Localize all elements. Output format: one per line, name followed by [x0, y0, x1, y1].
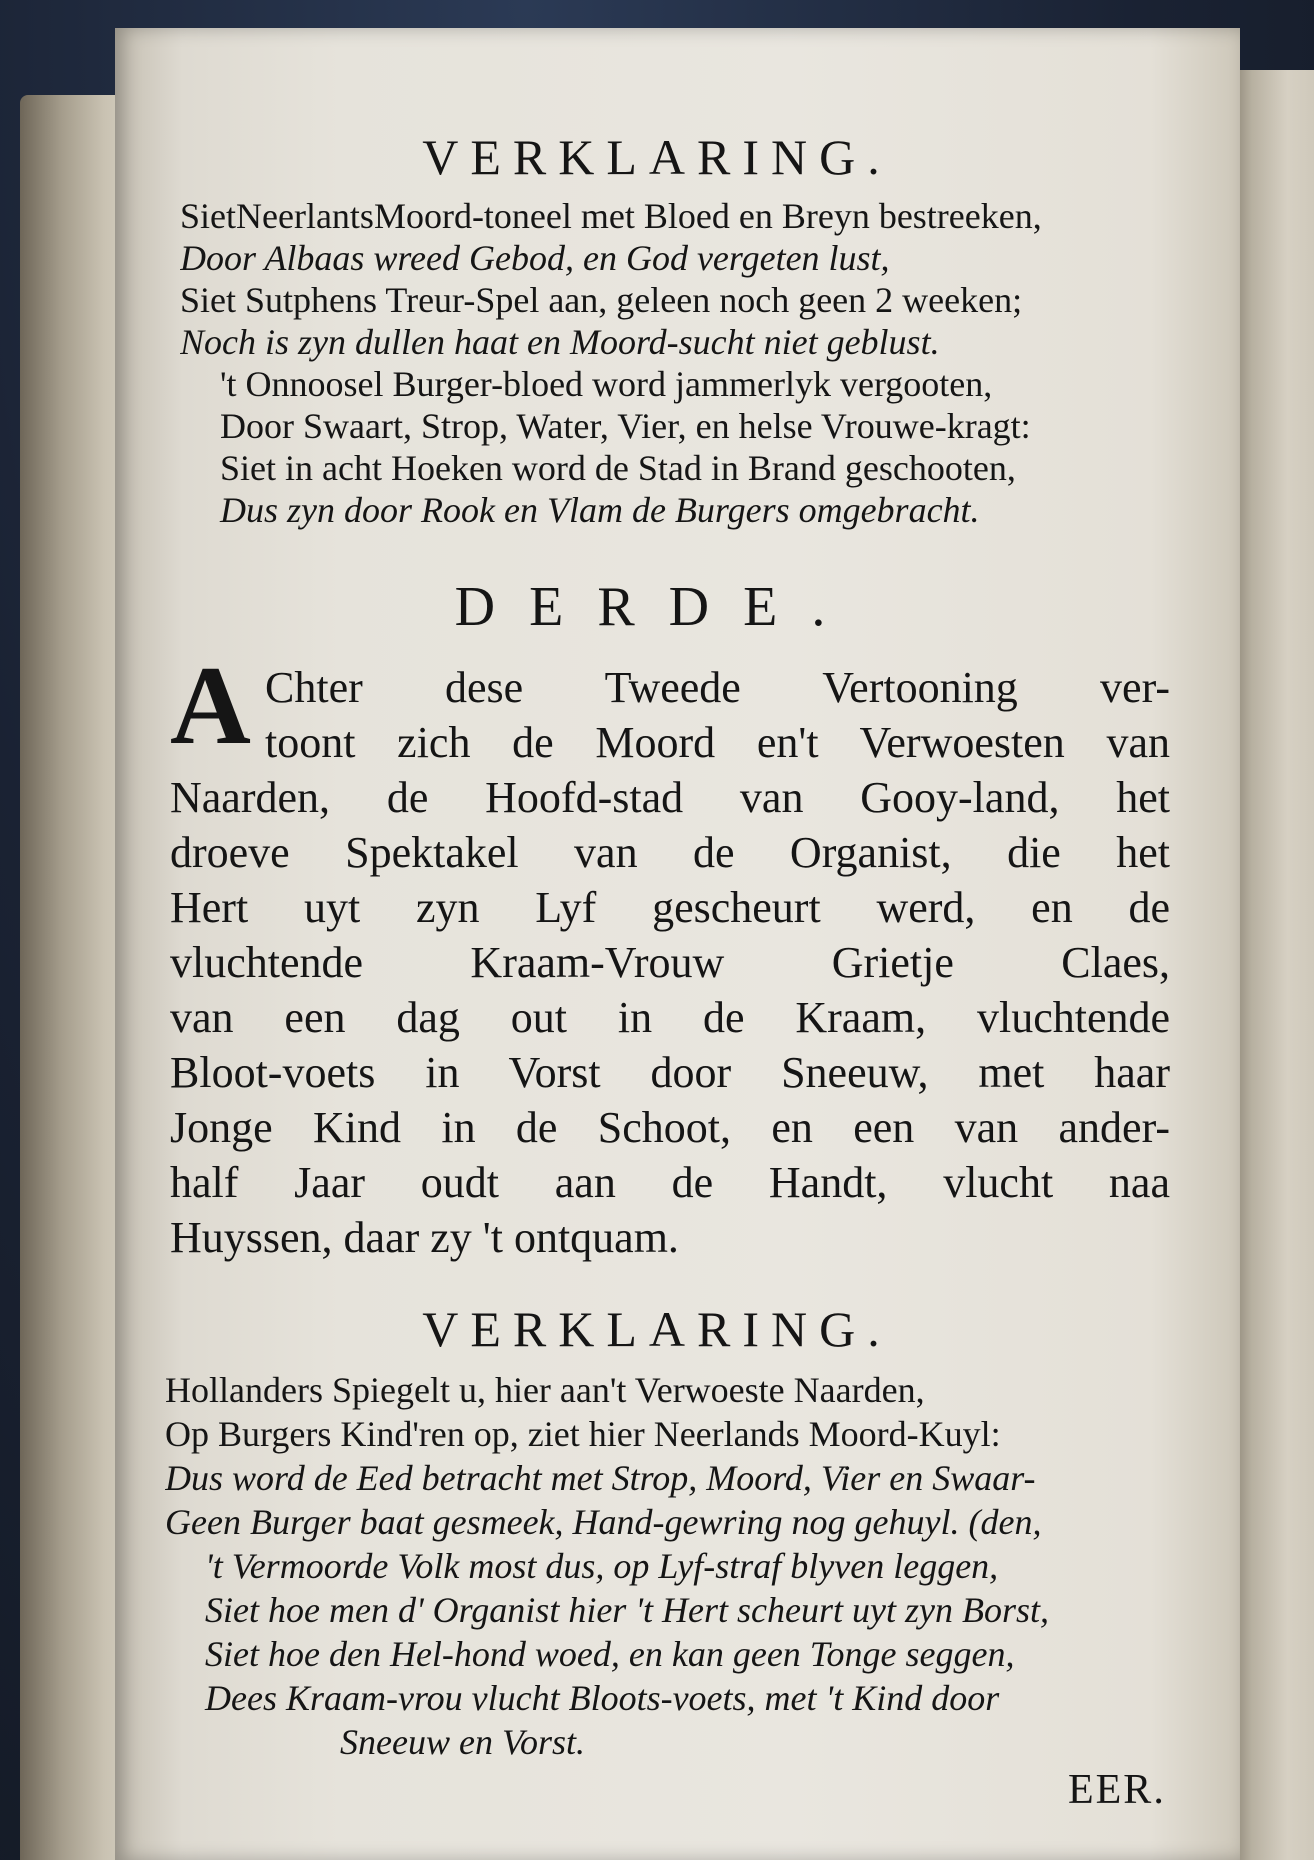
prose-line: Jonge Kind in de Schoot, en een van ander- — [170, 1103, 1170, 1152]
verklaring-2-title: VERKLARING. — [422, 1301, 892, 1357]
verklaring-1-title: VERKLARING. — [422, 129, 892, 185]
verklaring-2-verse — [165, 1368, 1185, 1764]
prose-line: half Jaar oudt aan de Handt, vlucht naa — [170, 1158, 1170, 1207]
verse-line: Door Albaas wreed Gebod, en God vergeten lust, — [180, 238, 890, 278]
verse-line: Sneeuw en Vorst. — [340, 1722, 585, 1762]
verse-line: Siet Sutphens Treur-Spel aan, geleen noch geen 2 weeken; — [180, 280, 1023, 320]
prose-line: Hert uyt zyn Lyf gescheurt werd, en de — [170, 883, 1170, 932]
verse-line: Siet in acht Hoeken word de Stad in Brand geschooten, — [220, 448, 1016, 488]
verse-line: Siet hoe den Hel-hond woed, en kan geen Tonge seggen, — [205, 1634, 1015, 1674]
prose-line: droeve Spektakel van de Organist, die het — [170, 828, 1170, 877]
verse-line: SietNeerlantsMoord-toneel met Bloed en Breyn bestreeken, — [180, 196, 1042, 236]
prose-line: Chter dese Tweede Vertooning ver- — [265, 663, 1170, 712]
verse-line: Dees Kraam-vrou vlucht Bloots-voets, met 't Kind door — [205, 1678, 1000, 1718]
verse-line: 't Onnoosel Burger-bloed word jammerlyk vergooten, — [220, 364, 993, 404]
prose-line: toont zich de Moord en't Verwoesten van — [265, 718, 1170, 767]
derde-text — [170, 660, 1170, 1265]
verse-line: Siet hoe men d' Organist hier 't Hert scheurt uyt zyn Borst, — [205, 1590, 1049, 1630]
verse-line: Geen Burger baat gesmeek, Hand-gewring nog gehuyl. (den, — [165, 1502, 1042, 1542]
verklaring-1-verse — [180, 195, 1170, 531]
prose-line: Naarden, de Hoofd-stad van Gooy-land, het — [170, 773, 1170, 822]
derde-title: DERDE. — [454, 576, 860, 638]
verse-line: Dus word de Eed betracht met Strop, Moord, Vier en Swaar- — [165, 1458, 1036, 1498]
catchword: EER. — [1068, 1767, 1166, 1813]
verse-line: Hollanders Spiegelt u, hier aan't Verwoeste Naarden, — [165, 1370, 925, 1410]
prose-line: vluchtende Kraam-Vrouw Grietje Claes, — [170, 938, 1170, 987]
verse-line: Door Swaart, Strop, Water, Vier, en helse Vrouwe-kragt: — [220, 406, 1031, 446]
verse-line: 't Vermoorde Volk most dus, op Lyf-straf blyven leggen, — [205, 1546, 999, 1586]
verse-line: Noch is zyn dullen haat en Moord-sucht niet geblust. — [180, 322, 940, 362]
verse-line: Dus zyn door Rook en Vlam de Burgers omgebracht. — [220, 490, 980, 530]
drop-cap: A — [170, 644, 251, 768]
verse-line: Op Burgers Kind'ren op, ziet hier Neerlands Moord-Kuyl: — [165, 1414, 1001, 1454]
prose-line: van een dag out in de Kraam, vluchtende — [170, 993, 1170, 1042]
prose-line: Bloot-voets in Vorst door Sneeuw, met haar — [170, 1048, 1170, 1097]
prose-line: Huyssen, daar zy 't ontquam. — [170, 1213, 679, 1262]
